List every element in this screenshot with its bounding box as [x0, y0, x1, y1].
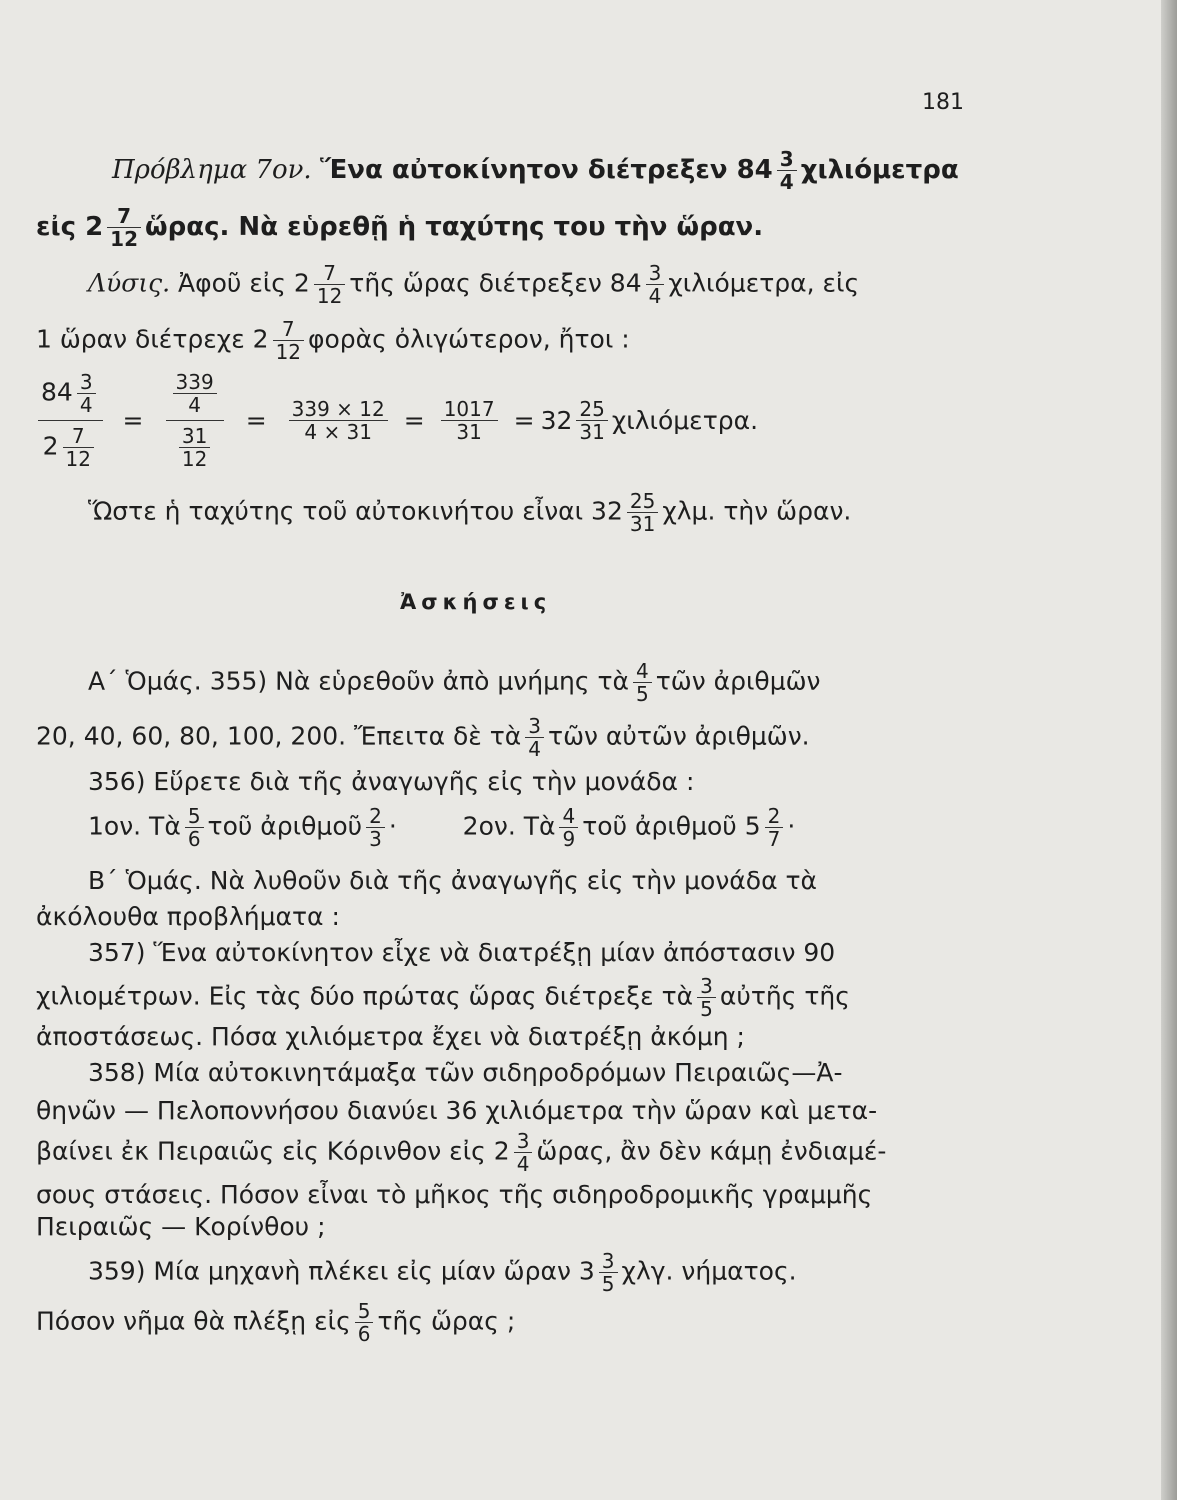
- exercise-356-items: 1ον. Τὰ $\frac{5}{6}$ τοῦ ἀριθμοῦ $\frac{2}{3}$ · 2ον. Τὰ $\frac{4}{9}$ τοῦ ἀριθμοῦ 5 $\frac{2}{7}$ ·: [88, 804, 796, 851]
- fraction: $\frac{4}{9}$: [559, 805, 578, 850]
- group-b-intro-2: ἀκόλουθα προβλήματα :: [36, 902, 340, 931]
- exercise-358-line-3: βαίνει ἐκ Πειραιῶς εἰς Κόρινθον εἰς 2 $\frac{3}{4}$ ὥρας, ἂν δὲν κάμῃ ἐνδιαμέ-: [36, 1129, 887, 1176]
- exercise-356: 356) Εὕρετε διὰ τῆς ἀναγωγῆς εἰς τὴν μονάδα :: [88, 767, 695, 796]
- page-number: 181: [922, 90, 964, 115]
- exercises-heading: Ἀσκήσεις: [400, 590, 552, 614]
- fraction: $\frac{3}{4}$: [646, 262, 665, 307]
- fraction: $\frac{3}{5}$: [599, 1250, 618, 1295]
- fraction: $\frac{25}{31}$: [627, 490, 658, 535]
- solution-line-1: Λύσις. Ἀφοῦ εἰς 2 $\frac{7}{12}$ τῆς ὥρας διέτρεξεν 84 $\frac{3}{4}$ χιλιόμετρα, εἰς: [88, 261, 860, 308]
- solution-line-2: 1 ὥραν διέτρεχε 2 $\frac{7}{12}$ φορὰς ὀλιγώτερον, ἤτοι :: [36, 317, 630, 364]
- exercise-358-line-4: σους στάσεις. Πόσον εἶναι τὸ μῆκος τῆς σιδηροδρομικῆς γραμμῆς: [36, 1180, 873, 1209]
- problem-line-1: Πρόβλημα 7ον. Ἕνα αὐτοκίνητον διέτρεξεν 84 $\frac{3}{4}$ χιλιόμετρα: [112, 147, 959, 194]
- group-b-label: Β΄ Ὁμάς.: [88, 866, 202, 895]
- fraction: $\frac{4}{5}$: [633, 660, 652, 705]
- fraction: $\frac{3}{4}$: [514, 1130, 533, 1175]
- fraction: $\frac{7}{12}$: [107, 205, 141, 250]
- fraction: $\frac{7}{12}$: [273, 318, 304, 363]
- page-edge: [1161, 0, 1177, 1500]
- exercise-358-line-2: θηνῶν — Πελοποννήσου διανύει 36 χιλιόμετρα τὴν ὥραν καὶ μετα-: [36, 1096, 878, 1125]
- exercise-358-line-1: 358) Μία αὐτοκινητάμαξα τῶν σιδηροδρόμων Πειραιῶς—Ἀ-: [88, 1058, 843, 1087]
- exercise-355-line-2: 20, 40, 60, 80, 100, 200. Ἔπειτα δὲ τὰ $\frac{3}{4}$ τῶν αὐτῶν ἀριθμῶν.: [36, 714, 810, 761]
- fraction: $\frac{5}{6}$: [355, 1300, 374, 1345]
- exercise-357-line-2: χιλιομέτρων. Εἰς τὰς δύο πρώτας ὥρας διέτρεξε τὰ $\frac{3}{5}$ αὐτῆς τῆς: [36, 974, 850, 1021]
- fraction: $\frac{2}{7}$: [765, 805, 784, 850]
- conclusion: Ὥστε ἡ ταχύτης τοῦ αὐτοκινήτου εἶναι 32 $\frac{25}{31}$ χλμ. τὴν ὥραν.: [88, 489, 852, 536]
- complex-fraction: 84 $\frac{3}{4}$ 2 $\frac{7}{12}$: [38, 370, 103, 471]
- problem-line-2: εἰς 2 $\frac{7}{12}$ ὥρας. Νὰ εὑρεθῇ ἡ ταχύτης του τὴν ὥραν.: [36, 204, 764, 251]
- exercise-359-line-2: Πόσον νῆμα θὰ πλέξῃ εἰς $\frac{5}{6}$ τῆς ὥρας ;: [36, 1299, 516, 1346]
- fraction: $\frac{3}{5}$: [697, 975, 716, 1020]
- fraction: $\frac{7}{12}$: [314, 262, 345, 307]
- fraction: $\frac{3}{4}$: [525, 715, 544, 760]
- group-b-intro: Β΄ Ὁμάς. Νὰ λυθοῦν διὰ τῆς ἀναγωγῆς εἰς τὴν μονάδα τὰ: [88, 866, 818, 895]
- exercise-357-line-3: ἀποστάσεως. Πόσα χιλιόμετρα ἔχει νὰ διατρέξῃ ἀκόμη ;: [36, 1022, 745, 1051]
- fraction: $\frac{2}{3}$: [366, 805, 385, 850]
- problem-label: Πρόβλημα 7ον.: [112, 155, 312, 185]
- exercise-358-line-5: Πειραιῶς — Κορίνθου ;: [36, 1212, 326, 1241]
- exercise-355-line-1: Α΄ Ὁμάς. 355) Νὰ εὑρεθοῦν ἀπὸ μνήμης τὰ $\frac{4}{5}$ τῶν ἀριθμῶν: [88, 659, 821, 706]
- fraction: $\frac{5}{6}$: [185, 805, 204, 850]
- solution-label: Λύσις.: [88, 268, 171, 298]
- fraction: $\frac{1017}{31}$: [441, 398, 498, 443]
- problem-text: Ἕνα αὐτοκίνητον διέτρεξεν 84: [319, 155, 773, 185]
- fraction: $\frac{339 \times 12}{4 \times 31}$: [289, 398, 388, 443]
- equation: 84 $\frac{3}{4}$ 2 $\frac{7}{12}$ = $\frac{\frac{339}{4}}{\frac{31}{12}}$ = $\frac{339 \times 12}{4 \times 31}$ = $\frac{1017}{31}$ = 32 $\frac{25}{31}$ χιλιόμετρα.: [34, 370, 758, 470]
- exercise-357-line-1: 357) Ἕνα αὐτοκίνητον εἶχε νὰ διατρέξῃ μίαν ἀπόστασιν 90: [88, 938, 836, 967]
- group-a-label: Α΄ Ὁμάς.: [88, 666, 202, 696]
- fraction: $\frac{3}{4}$: [777, 148, 797, 193]
- fraction: $\frac{25}{31}$: [576, 398, 607, 443]
- exercise-359-line-1: 359) Μία μηχανὴ πλέκει εἰς μίαν ὥραν 3 $\frac{3}{5}$ χλγ. νήματος.: [88, 1249, 797, 1296]
- complex-fraction: $\frac{\frac{339}{4}}{\frac{31}{12}}$: [166, 370, 224, 471]
